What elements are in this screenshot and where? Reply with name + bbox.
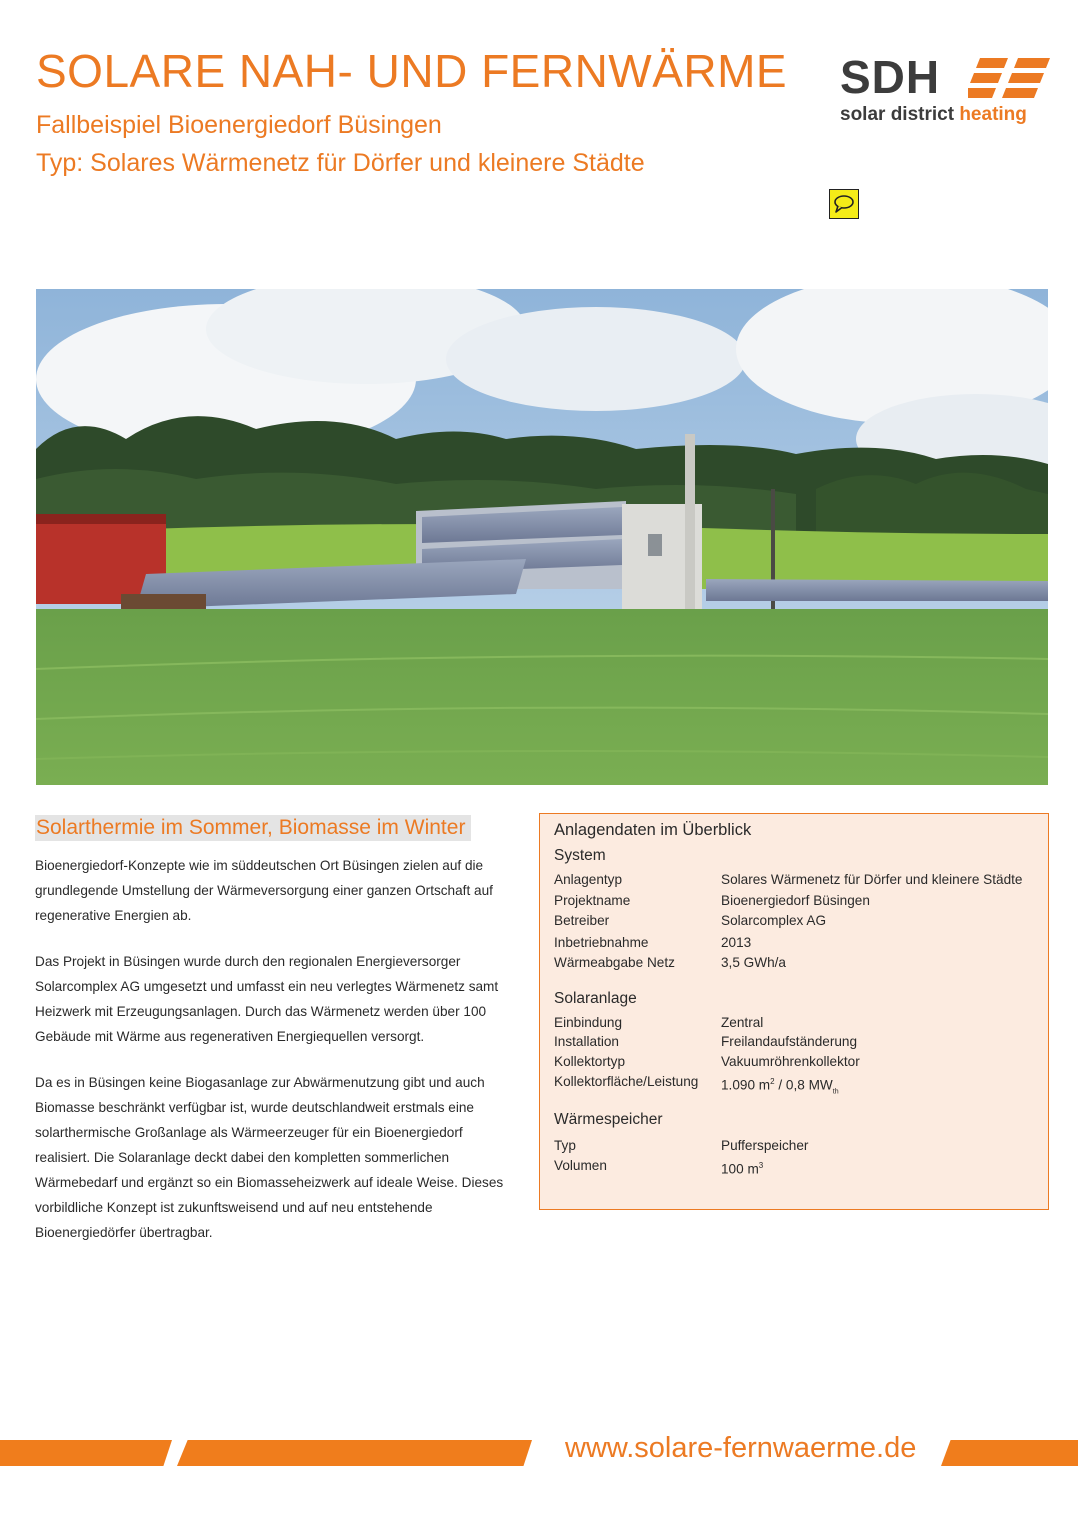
page-title: SOLARE NAH- UND FERNWÄRME	[36, 45, 788, 97]
power-value: / 0,8 MW	[774, 1077, 833, 1093]
group-heading-storage: Wärmespeicher	[554, 1111, 663, 1128]
data-label: Typ	[554, 1138, 576, 1153]
data-label: Einbindung	[554, 1015, 623, 1030]
data-label: Wärmeabgabe Netz	[554, 955, 675, 970]
area-value: 1.090 m	[721, 1077, 771, 1093]
footer-stripe	[941, 1440, 1078, 1466]
paragraph: Bioenergiedorf-Konzepte wie im süddeutschen Ort Büsingen zielen auf die grundlegende Umstellung der Wärmeversorgung einer ganzen Ortschaft auf regenerative Energien ab.	[35, 858, 493, 923]
area-unit-sup: 2	[770, 1077, 775, 1086]
website-link[interactable]: www.solare-fernwaerme.de	[565, 1432, 917, 1464]
plant-data-box	[539, 813, 1049, 1210]
paragraph: Das Projekt in Büsingen wurde durch den regionalen Energieversorger Solarcomplex AG umgesetzt und umfasst ein neu verlegtes Wärmenetz samt Heizwerk mit Erzeugungsanlagen. Durch das Wärmenetz werden über 100 Gebäude mit Wärme aus regenerativen Energiequellen versorgt.	[35, 954, 499, 1044]
body-text	[35, 853, 513, 1266]
data-value: Solarcomplex AG	[721, 913, 827, 928]
data-label: Kollektortyp	[554, 1054, 626, 1069]
volume-value: 100 m	[721, 1161, 759, 1177]
data-value: Solares Wärmenetz für Dörfer und kleinere Städte	[721, 872, 1023, 887]
data-label: Volumen	[554, 1158, 607, 1173]
page-subtitle: Fallbeispiel Bioenergiedorf Büsingen	[36, 111, 442, 139]
group-heading-system: System	[554, 847, 606, 864]
data-label: Projektname	[554, 893, 631, 908]
data-value: Pufferspeicher	[721, 1138, 809, 1153]
data-label: Kollektorfläche/Leistung	[554, 1074, 699, 1089]
speech-bubble-icon[interactable]	[829, 189, 859, 219]
sdh-logo	[840, 51, 1050, 128]
type-line: Typ: Solares Wärmenetz für Dörfer und kleinere Städte	[36, 149, 645, 177]
paragraph: Da es in Büsingen keine Biogasanlage zur Abwärmenutzung gibt und auch Biomasse beschränkt verfügbar ist, wurde deutschlandweit erstmals eine solarthermische Großanlage als Wärmeerzeuger für ein Bioenergiedorf realisiert. Die Solaranlage deckt dabei den kompletten sommerlichen Wärmebedarf und ergänzt so ein Biomasseheizwerk auf ideale Weise. Dieses vorbildliche Konzept ist zukunftsweisend und auf neu entstehende Bioenergiedörfer übertragbar.	[35, 1075, 504, 1240]
logo-bars-icon	[968, 58, 1050, 98]
section-heading: Solarthermie im Sommer, Biomasse im Winter	[35, 815, 471, 841]
hero-photo	[36, 289, 1048, 785]
data-value: Bioenergiedorf Büsingen	[721, 893, 870, 908]
power-unit-sub: th	[832, 1088, 839, 1096]
data-value: Vakuumröhrenkollektor	[721, 1054, 860, 1069]
logo-tagline-dark: solar district	[840, 104, 960, 125]
data-label: Inbetriebnahme	[554, 935, 649, 950]
logo-tagline	[840, 104, 1027, 126]
data-value: Freilandaufständerung	[721, 1034, 858, 1049]
footer-stripe	[177, 1440, 532, 1466]
logo-tagline-accent: heating	[959, 104, 1027, 125]
data-label: Anlagentyp	[554, 872, 623, 887]
data-value: Zentral	[721, 1015, 764, 1030]
data-value	[721, 1072, 839, 1101]
group-heading-solar: Solaranlage	[554, 990, 637, 1007]
logo-letters: SDH	[840, 51, 941, 103]
data-value	[721, 1156, 763, 1179]
volume-unit-sup: 3	[758, 1161, 764, 1170]
databox-title: Anlagendaten im Überblick	[554, 821, 752, 839]
data-value: 2013	[721, 935, 752, 950]
data-value: 3,5 GWh/a	[721, 955, 786, 970]
data-label: Betreiber	[554, 913, 610, 928]
footer-stripe	[0, 1440, 172, 1466]
data-label: Installation	[554, 1034, 619, 1049]
